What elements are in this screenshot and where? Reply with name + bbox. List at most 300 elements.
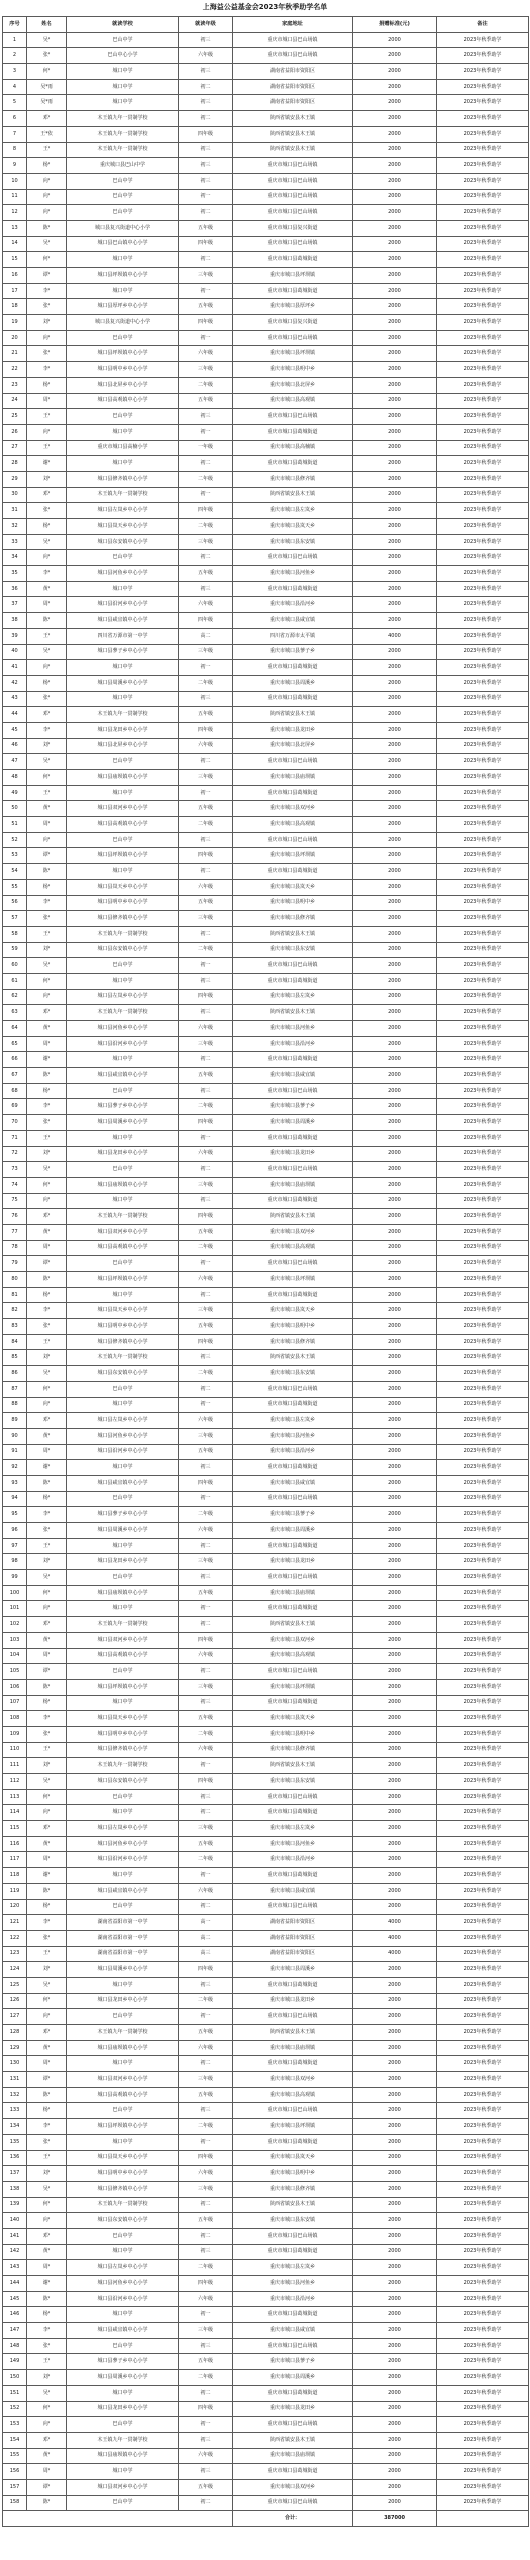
grade-cell: 五年级: [179, 299, 233, 315]
remark-cell: 2023年秋季助学: [437, 2244, 529, 2260]
student-name-cell: 王*: [27, 409, 67, 425]
row-index-cell: 134: [3, 2119, 27, 2135]
grade-cell: 五年级: [179, 2479, 233, 2495]
donation-amount-cell: 2000: [353, 1570, 437, 1586]
school-cell: 城口县周溪乡中心小学: [67, 1115, 179, 1131]
grade-cell: 二年级: [179, 942, 233, 958]
student-name-cell: 陈*: [27, 2495, 67, 2511]
home-address-cell: 重庆市城口县咸宜镇: [233, 1475, 353, 1491]
school-cell: 巴山中学: [67, 2228, 179, 2244]
remark-cell: 2023年秋季助学: [437, 707, 529, 723]
table-row: [3, 644, 529, 660]
grade-cell: 初三: [179, 173, 233, 189]
table-row: [3, 1993, 529, 2009]
student-name-cell: 向*: [27, 550, 67, 566]
home-address-cell: 重庆市城口县修齐镇: [233, 2181, 353, 2197]
remark-cell: 2023年秋季助学: [437, 1491, 529, 1507]
home-address-cell: 重庆市城口县东安镇: [233, 534, 353, 550]
school-cell: 城口县河鱼乡中心小学: [67, 2276, 179, 2292]
home-address-cell: 陕西省镇安县木王镇: [233, 926, 353, 942]
grade-cell: 五年级: [179, 2354, 233, 2370]
grade-cell: 四年级: [179, 1632, 233, 1648]
remark-cell: 2023年秋季助学: [437, 111, 529, 127]
remark-cell: 2023年秋季助学: [437, 1193, 529, 1209]
remark-cell: 2023年秋季助学: [437, 958, 529, 974]
row-index-cell: 63: [3, 1005, 27, 1021]
donation-amount-cell: 2000: [353, 1366, 437, 1382]
grade-cell: 六年级: [179, 597, 233, 613]
donation-amount-cell: 2000: [353, 534, 437, 550]
school-cell: 城口县修齐镇中心小学: [67, 911, 179, 927]
donation-amount-cell: 2000: [353, 864, 437, 880]
remark-cell: 2023年秋季助学: [437, 1507, 529, 1523]
remark-cell: 2023年秋季助学: [437, 722, 529, 738]
remark-cell: 2023年秋季助学: [437, 2087, 529, 2103]
grade-cell: 初一: [179, 2417, 233, 2433]
row-index-cell: 35: [3, 566, 27, 582]
grade-cell: 初三: [179, 1460, 233, 1476]
school-cell: 木王镇九年一贯制学校: [67, 126, 179, 142]
donation-amount-cell: 2000: [353, 989, 437, 1005]
row-index-cell: 59: [3, 942, 27, 958]
remark-cell: 2023年秋季助学: [437, 1899, 529, 1915]
school-cell: 城口县复兴街道中心小学: [67, 315, 179, 331]
home-address-cell: 重庆市城口县龙田乡: [233, 1993, 353, 2009]
grade-cell: 四年级: [179, 1774, 233, 1790]
student-name-cell: 邓*: [27, 2025, 67, 2041]
home-address-cell: 重庆市城口县双河乡: [233, 2072, 353, 2088]
remark-cell: 2023年秋季助学: [437, 581, 529, 597]
grade-cell: 二年级: [179, 1726, 233, 1742]
school-cell: 巴山中学: [67, 1789, 179, 1805]
donation-amount-cell: 2000: [353, 707, 437, 723]
donation-amount-cell: 2000: [353, 738, 437, 754]
donation-amount-cell: 2000: [353, 1617, 437, 1633]
student-name-cell: 王*: [27, 628, 67, 644]
school-cell: 城口县周溪乡中心小学: [67, 675, 179, 691]
donation-amount-cell: 2000: [353, 377, 437, 393]
grade-cell: 六年级: [179, 1742, 233, 1758]
table-row: [3, 1805, 529, 1821]
student-name-cell: 王*: [27, 785, 67, 801]
student-name-cell: 吴*: [27, 958, 67, 974]
table-row: [3, 1272, 529, 1288]
grade-cell: 初二: [179, 2495, 233, 2511]
row-index-cell: 88: [3, 1397, 27, 1413]
student-name-cell: 谢*: [27, 1460, 67, 1476]
remark-cell: 2023年秋季助学: [437, 1930, 529, 1946]
row-index-cell: 129: [3, 2040, 27, 2056]
school-cell: 城口县坪坝镇中心小学: [67, 1272, 179, 1288]
student-name-cell: 周*: [27, 817, 67, 833]
table-row: [3, 1021, 529, 1037]
table-row: [3, 1444, 529, 1460]
remark-cell: 2023年秋季助学: [437, 346, 529, 362]
row-index-cell: 43: [3, 691, 27, 707]
remark-cell: 2023年秋季助学: [437, 644, 529, 660]
home-address-cell: 重庆市城口县巴山场镇: [233, 1664, 353, 1680]
grade-cell: 二年级: [179, 2119, 233, 2135]
table-row: [3, 2417, 529, 2433]
donation-amount-cell: 2000: [353, 1648, 437, 1664]
grade-cell: 初二: [179, 79, 233, 95]
grade-cell: 初二: [179, 456, 233, 472]
donation-amount-cell: 2000: [353, 1883, 437, 1899]
table-row: [3, 1334, 529, 1350]
home-address-cell: 重庆市城口县沿河乡: [233, 1852, 353, 1868]
row-index-cell: 77: [3, 1224, 27, 1240]
donation-amount-cell: 2000: [353, 487, 437, 503]
school-cell: 城口县左岚乡中心小学: [67, 1413, 179, 1429]
home-address-cell: 重庆市城口县周溪乡: [233, 2370, 353, 2386]
grade-cell: 初二: [179, 2197, 233, 2213]
row-index-cell: 101: [3, 1601, 27, 1617]
school-cell: 木王镇九年一贯制学校: [67, 1350, 179, 1366]
donation-amount-cell: 2000: [353, 2197, 437, 2213]
student-name-cell: 吴*: [27, 32, 67, 48]
row-index-cell: 146: [3, 2307, 27, 2323]
school-cell: 城口县河鱼乡中心小学: [67, 1021, 179, 1037]
table-row: [3, 346, 529, 362]
remark-cell: 2023年秋季助学: [437, 1303, 529, 1319]
home-address-cell: 重庆市城口县巴山场镇: [233, 1899, 353, 1915]
school-cell: 城口县岚天乡中心小学: [67, 1303, 179, 1319]
school-cell: 城口县复兴街道中心小学: [67, 220, 179, 236]
row-index-cell: 82: [3, 1303, 27, 1319]
student-name-cell: 黄*: [27, 2448, 67, 2464]
student-name-cell: 何*: [27, 2197, 67, 2213]
remark-cell: 2023年秋季助学: [437, 1711, 529, 1727]
table-row: [3, 1554, 529, 1570]
home-address-cell: 重庆市城口县葛城街道: [233, 660, 353, 676]
home-address-cell: 重庆市城口县葛城街道: [233, 2134, 353, 2150]
row-index-cell: 34: [3, 550, 27, 566]
student-name-cell: 张*: [27, 911, 67, 927]
row-index-cell: 138: [3, 2181, 27, 2197]
home-address-cell: 湖南省益阳市资阳区: [233, 1930, 353, 1946]
row-index-cell: 73: [3, 1162, 27, 1178]
row-index-cell: 36: [3, 581, 27, 597]
grade-cell: 一年级: [179, 440, 233, 456]
table-row: [3, 1570, 529, 1586]
grade-cell: 初一: [179, 958, 233, 974]
table-row: [3, 628, 529, 644]
school-cell: 城口中学: [67, 1538, 179, 1554]
remark-cell: 2023年秋季助学: [437, 1742, 529, 1758]
table-row: [3, 864, 529, 880]
row-index-cell: 108: [3, 1711, 27, 1727]
school-cell: 城口县厚坪乡中心小学: [67, 299, 179, 315]
school-cell: 城口中学: [67, 2244, 179, 2260]
remark-cell: 2023年秋季助学: [437, 1052, 529, 1068]
home-address-cell: 重庆市城口县沿河乡: [233, 2291, 353, 2307]
table-row: [3, 566, 529, 582]
donation-amount-cell: 2000: [353, 1272, 437, 1288]
table-row: [3, 409, 529, 425]
donation-amount-cell: 2000: [353, 1711, 437, 1727]
student-name-cell: 周*: [27, 597, 67, 613]
student-name-cell: 邓*: [27, 2228, 67, 2244]
home-address-cell: 湖南省益阳市资阳区: [233, 64, 353, 80]
row-index-cell: 28: [3, 456, 27, 472]
table-row: [3, 1177, 529, 1193]
table-row: [3, 456, 529, 472]
table-row: [3, 252, 529, 268]
row-index-cell: 37: [3, 597, 27, 613]
donation-amount-cell: 2000: [353, 879, 437, 895]
school-cell: 城口县明中乡中心小学: [67, 1319, 179, 1335]
home-address-cell: 重庆市城口县明中乡: [233, 1726, 353, 1742]
school-cell: 城口中学: [67, 2464, 179, 2480]
home-address-cell: 重庆市城口县巴山场镇: [233, 1162, 353, 1178]
school-cell: 巴山中学: [67, 1664, 179, 1680]
row-index-cell: 25: [3, 409, 27, 425]
remark-cell: 2023年秋季助学: [437, 534, 529, 550]
school-cell: 城口中学: [67, 1601, 179, 1617]
grade-cell: 高一: [179, 1915, 233, 1931]
remark-cell: 2023年秋季助学: [437, 1287, 529, 1303]
table-row: [3, 1068, 529, 1084]
home-address-cell: 重庆市城口县坪坝镇: [233, 2119, 353, 2135]
remark-cell: 2023年秋季助学: [437, 1099, 529, 1115]
school-cell: 巴山中学: [67, 1570, 179, 1586]
row-index-cell: 143: [3, 2260, 27, 2276]
school-cell: 巴山中学: [67, 1256, 179, 1272]
remark-cell: 2023年秋季助学: [437, 48, 529, 64]
donation-amount-cell: 2000: [353, 2025, 437, 2041]
home-address-cell: 重庆市城口县葛城街道: [233, 2056, 353, 2072]
donation-amount-cell: 2000: [353, 2385, 437, 2401]
student-name-cell: 陈*: [27, 1679, 67, 1695]
grade-cell: 六年级: [179, 1648, 233, 1664]
donation-amount-cell: 2000: [353, 142, 437, 158]
remark-cell: 2023年秋季助学: [437, 2119, 529, 2135]
remark-cell: 2023年秋季助学: [437, 911, 529, 927]
table-row: [3, 158, 529, 174]
school-cell: 城口中学: [67, 785, 179, 801]
home-address-cell: 重庆市城口县葛城街道: [233, 1130, 353, 1146]
remark-cell: 2023年秋季助学: [437, 142, 529, 158]
home-address-cell: 陕西省镇安县木王镇: [233, 2197, 353, 2213]
grade-cell: 二年级: [179, 817, 233, 833]
student-name-cell: 吴*: [27, 1977, 67, 1993]
table-row: [3, 1162, 529, 1178]
grade-cell: 五年级: [179, 1585, 233, 1601]
grade-cell: 四年级: [179, 613, 233, 629]
home-address-cell: 重庆市城口县葛城街道: [233, 1805, 353, 1821]
grade-cell: 三年级: [179, 2072, 233, 2088]
remark-cell: 2023年秋季助学: [437, 1319, 529, 1335]
donation-amount-cell: 2000: [353, 1774, 437, 1790]
grade-cell: 三年级: [179, 534, 233, 550]
remark-cell: 2023年秋季助学: [437, 1115, 529, 1131]
school-cell: 城口县北屏乡中心小学: [67, 377, 179, 393]
table-row: [3, 1601, 529, 1617]
home-address-cell: 重庆市城口县蓼子乡: [233, 2354, 353, 2370]
table-row: [3, 1115, 529, 1131]
home-address-cell: 湖南省益阳市资阳区: [233, 1915, 353, 1931]
donation-amount-cell: 2000: [353, 911, 437, 927]
school-cell: 城口中学: [67, 1695, 179, 1711]
school-cell: 城口县坪坝镇中心小学: [67, 346, 179, 362]
student-name-cell: 黄*: [27, 1224, 67, 1240]
table-row: [3, 377, 529, 393]
school-cell: 城口县庙坝镇中心小学: [67, 2448, 179, 2464]
home-address-cell: 重庆市城口县复兴街道: [233, 220, 353, 236]
home-address-cell: 重庆市城口县岚天乡: [233, 519, 353, 535]
grade-cell: 初一: [179, 189, 233, 205]
row-index-cell: 18: [3, 299, 27, 315]
home-address-cell: 重庆市城口县巴山场镇: [233, 2338, 353, 2354]
table-row: [3, 362, 529, 378]
table-row: [3, 660, 529, 676]
home-address-cell: 重庆市城口县巴山场镇: [233, 48, 353, 64]
school-cell: 木王镇九年一贯制学校: [67, 1209, 179, 1225]
home-address-cell: 重庆市城口县巴山场镇: [233, 832, 353, 848]
donation-amount-cell: 2000: [353, 79, 437, 95]
donation-amount-cell: 2000: [353, 126, 437, 142]
grade-cell: 初三: [179, 1083, 233, 1099]
row-index-cell: 141: [3, 2228, 27, 2244]
row-index-cell: 22: [3, 362, 27, 378]
table-row: [3, 1146, 529, 1162]
school-cell: 巴山中学: [67, 2495, 179, 2511]
remark-cell: 2023年秋季助学: [437, 79, 529, 95]
school-cell: 湖南省益阳市第一中学: [67, 1946, 179, 1962]
table-row: [3, 1052, 529, 1068]
school-cell: 城口县高观镇中心小学: [67, 2087, 179, 2103]
school-cell: 城口县庙坝镇中心小学: [67, 1177, 179, 1193]
row-index-cell: 27: [3, 440, 27, 456]
school-cell: 湖南省益阳市第一中学: [67, 1930, 179, 1946]
school-cell: 木王镇九年一贯制学校: [67, 2432, 179, 2448]
grade-cell: 初三: [179, 2432, 233, 2448]
table-row: [3, 393, 529, 409]
school-cell: 城口县坪坝镇中心小学: [67, 2119, 179, 2135]
remark-cell: 2023年秋季助学: [437, 2432, 529, 2448]
row-index-cell: 76: [3, 1209, 27, 1225]
remark-cell: 2023年秋季助学: [437, 2009, 529, 2025]
home-address-cell: 重庆市城口县复兴街道: [233, 315, 353, 331]
grade-cell: 四年级: [179, 126, 233, 142]
student-name-cell: 谢*: [27, 1868, 67, 1884]
home-address-cell: 重庆市城口县葛城街道: [233, 1695, 353, 1711]
grade-cell: 初三: [179, 2464, 233, 2480]
remark-cell: 2023年秋季助学: [437, 2479, 529, 2495]
remark-cell: 2023年秋季助学: [437, 1240, 529, 1256]
remark-cell: 2023年秋季助学: [437, 1177, 529, 1193]
remark-cell: 2023年秋季助学: [437, 1475, 529, 1491]
school-cell: 城口县双河乡中心小学: [67, 2479, 179, 2495]
table-row: [3, 832, 529, 848]
grade-cell: 二年级: [179, 519, 233, 535]
row-index-cell: 145: [3, 2291, 27, 2307]
row-index-cell: 128: [3, 2025, 27, 2041]
grade-cell: 六年级: [179, 1523, 233, 1539]
student-name-cell: 吴*: [27, 1366, 67, 1382]
donation-amount-cell: 2000: [353, 2338, 437, 2354]
school-cell: 巴山中学: [67, 1381, 179, 1397]
row-index-cell: 21: [3, 346, 27, 362]
school-cell: 城口县东安镇中心小学: [67, 1366, 179, 1382]
donation-amount-cell: 2000: [353, 330, 437, 346]
row-index-cell: 139: [3, 2197, 27, 2213]
home-address-cell: 重庆市城口县沿河乡: [233, 597, 353, 613]
donation-amount-cell: 2000: [353, 958, 437, 974]
home-address-cell: 重庆市城口县庙坝镇: [233, 2448, 353, 2464]
row-index-cell: 55: [3, 879, 27, 895]
row-index-cell: 120: [3, 1899, 27, 1915]
remark-cell: 2023年秋季助学: [437, 848, 529, 864]
remark-cell: 2023年秋季助学: [437, 2228, 529, 2244]
home-address-cell: 重庆市城口县葛城街道: [233, 1868, 353, 1884]
remark-cell: 2023年秋季助学: [437, 519, 529, 535]
remark-cell: 2023年秋季助学: [437, 1083, 529, 1099]
grade-cell: 初一: [179, 1491, 233, 1507]
school-cell: 城口中学: [67, 973, 179, 989]
school-cell: 城口县河鱼乡中心小学: [67, 1428, 179, 1444]
grade-cell: 初二: [179, 2056, 233, 2072]
row-index-cell: 114: [3, 1805, 27, 1821]
donation-amount-cell: 2000: [353, 1836, 437, 1852]
row-index-cell: 61: [3, 973, 27, 989]
row-index-cell: 38: [3, 613, 27, 629]
school-cell: 城口县修齐镇中心小学: [67, 2181, 179, 2197]
grade-cell: 四年级: [179, 1209, 233, 1225]
donation-amount-cell: 2000: [353, 1475, 437, 1491]
row-index-cell: 91: [3, 1444, 27, 1460]
table-row: [3, 1789, 529, 1805]
grade-cell: 初二: [179, 111, 233, 127]
row-index-cell: 65: [3, 1036, 27, 1052]
remark-cell: 2023年秋季助学: [437, 173, 529, 189]
student-name-cell: 邓*: [27, 1005, 67, 1021]
donation-amount-cell: 2000: [353, 1695, 437, 1711]
student-name-cell: 谢*: [27, 456, 67, 472]
student-name-cell: 向*: [27, 1601, 67, 1617]
donation-amount-cell: 2000: [353, 1130, 437, 1146]
grade-cell: 初一: [179, 1397, 233, 1413]
remark-cell: 2023年秋季助学: [437, 283, 529, 299]
home-address-cell: 重庆市城口县巴山场镇: [233, 173, 353, 189]
grade-cell: 五年级: [179, 2087, 233, 2103]
grade-cell: 三年级: [179, 2323, 233, 2339]
school-cell: 城口县沿河乡中心小学: [67, 1852, 179, 1868]
donation-amount-cell: 2000: [353, 2040, 437, 2056]
home-address-cell: 重庆市城口县巴山场镇: [233, 2495, 353, 2511]
row-index-cell: 78: [3, 1240, 27, 1256]
grade-cell: 初一: [179, 283, 233, 299]
student-name-cell: 吴*: [27, 644, 67, 660]
remark-cell: 2023年秋季助学: [437, 1726, 529, 1742]
donation-amount-cell: 2000: [353, 1726, 437, 1742]
student-name-cell: 吴*雨: [27, 95, 67, 111]
donation-amount-cell: 2000: [353, 1601, 437, 1617]
remark-cell: 2023年秋季助学: [437, 2025, 529, 2041]
home-address-cell: 重庆市城口县高观镇: [233, 1648, 353, 1664]
donation-amount-cell: 2000: [353, 1193, 437, 1209]
grade-cell: 初三: [179, 581, 233, 597]
school-cell: 城口县高观镇中心小学: [67, 1648, 179, 1664]
grade-cell: 初一: [179, 487, 233, 503]
remark-cell: 2023年秋季助学: [437, 299, 529, 315]
row-index-cell: 80: [3, 1272, 27, 1288]
row-index-cell: 15: [3, 252, 27, 268]
home-address-cell: 重庆市城口县葛城街道: [233, 1538, 353, 1554]
remark-cell: 2023年秋季助学: [437, 613, 529, 629]
row-index-cell: 124: [3, 1962, 27, 1978]
home-address-cell: 重庆市城口县巴山场镇: [233, 409, 353, 425]
